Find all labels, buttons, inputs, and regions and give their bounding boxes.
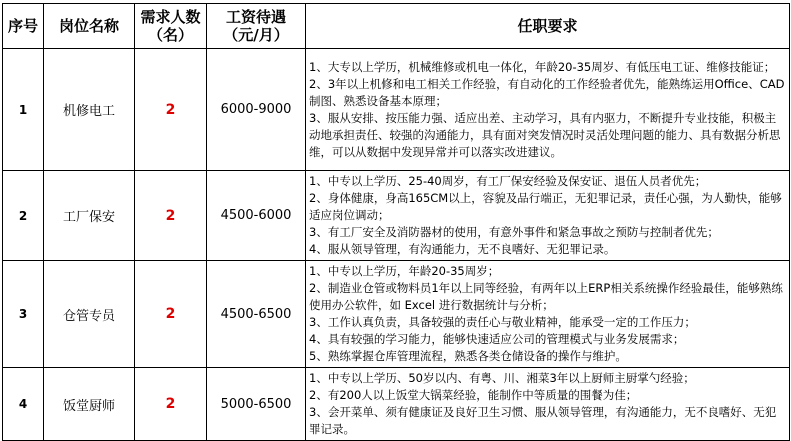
headcount: 2 [135, 261, 207, 368]
header-position: 岗位名称 [44, 4, 135, 49]
header-salary-line2: （元/月） [223, 26, 289, 44]
requirement-item: 5、熟练掌握仓库管理流程，熟悉各类仓储设备的操作与维护。 [309, 349, 627, 363]
requirements [306, 368, 790, 441]
headcount: 2 [135, 171, 207, 261]
salary: 4500-6000 [207, 171, 306, 261]
position-name: 饭堂厨师 [44, 368, 135, 441]
header-count-line1: 需求人数 [140, 8, 201, 26]
position-name: 工厂保安 [44, 171, 135, 261]
position-name: 机修电工 [44, 49, 135, 171]
requirement-item: 4、服从领导管理，有沟通能力，无不良嗜好、无犯罪记录。 [309, 242, 616, 256]
position-name: 仓管专员 [44, 261, 135, 368]
table-row [3, 49, 790, 171]
salary: 6000-9000 [207, 49, 306, 171]
requirement-item: 4、具有较强的学习能力，能够快速适应公司的管理模式与业务发展需求； [309, 332, 685, 346]
header-count [135, 4, 207, 49]
requirement-item: 1、中专以上学历，年龄20-35周岁； [309, 264, 500, 278]
header-salary [207, 4, 306, 49]
requirements [306, 49, 790, 171]
requirement-item: 1、中专以上学历、50岁以内、有粤、川、湘菜3年以上厨师主厨掌勺经验； [309, 371, 695, 385]
row-number: 3 [3, 261, 44, 368]
job-table [2, 3, 790, 441]
requirement-item: 2、制造业仓管或物料员1年以上同等经验，有两年以上ERP相关系统操作经验最佳，能够熟练使用办公软件，如 Excel 进行数据统计与分析； [309, 281, 783, 312]
requirement-item: 3、有工厂安全及消防器材的使用，有意外事件和紧急事故之预防与控制者优先； [309, 225, 719, 239]
requirement-item: 1、中专以上学历、25-40周岁，有工厂保安经验及保安证、退伍人员者优先； [309, 174, 707, 188]
table-row [3, 171, 790, 261]
requirements [306, 261, 790, 368]
headcount: 2 [135, 368, 207, 441]
requirements [306, 171, 790, 261]
salary: 5000-6500 [207, 368, 306, 441]
header-row [3, 4, 790, 49]
requirement-item: 2、身体健康，身高165CM以上，容貌及品行端正，无犯罪记录，责任心强，为人勤快，能够适应岗位调动； [309, 191, 782, 222]
row-number: 2 [3, 171, 44, 261]
requirement-item: 1、大专以上学历，机械维修或机电一体化，年龄20-35周岁、有低压电工证、维修技能证； [309, 59, 776, 74]
requirement-item: 3、工作认真负责，具备较强的责任心与敬业精神，能承受一定的工作压力； [309, 315, 696, 329]
row-number: 1 [3, 49, 44, 171]
salary: 4500-6500 [207, 261, 306, 368]
table-row [3, 261, 790, 368]
header-requirements: 任职要求 [306, 4, 790, 49]
row-number: 4 [3, 368, 44, 441]
requirement-item: 3、会开菜单、须有健康证及良好卫生习惯、服从领导管理，有沟通能力，无不良嗜好、无犯罪记录。 [309, 405, 777, 436]
requirement-item: 2、有200人以上饭堂大锅菜经验，能制作中等质量的围餐为佳； [309, 388, 638, 402]
header-salary-line1: 工资待遇 [225, 8, 286, 26]
headcount: 2 [135, 49, 207, 171]
table-row [3, 368, 790, 441]
requirement-item: 2、3年以上机修和电工相关工作经验，有自动化的工作经验者优先，能熟练运用Office、CAD制图、熟悉设备基本原理； [309, 76, 785, 108]
header-count-line2: （名） [147, 26, 193, 44]
requirement-item: 3、服从安排、按压能力强、适应出差、主动学习，具有内驱力，不断提升专业技能，积极主动地承担责任、较强的沟通能力，具有面对突发情况时灵活处理问题的能力、具有数据分析思维，可以从数据中发现异常并可以落实改进建议。 [309, 110, 781, 159]
header-no: 序号 [3, 4, 44, 49]
